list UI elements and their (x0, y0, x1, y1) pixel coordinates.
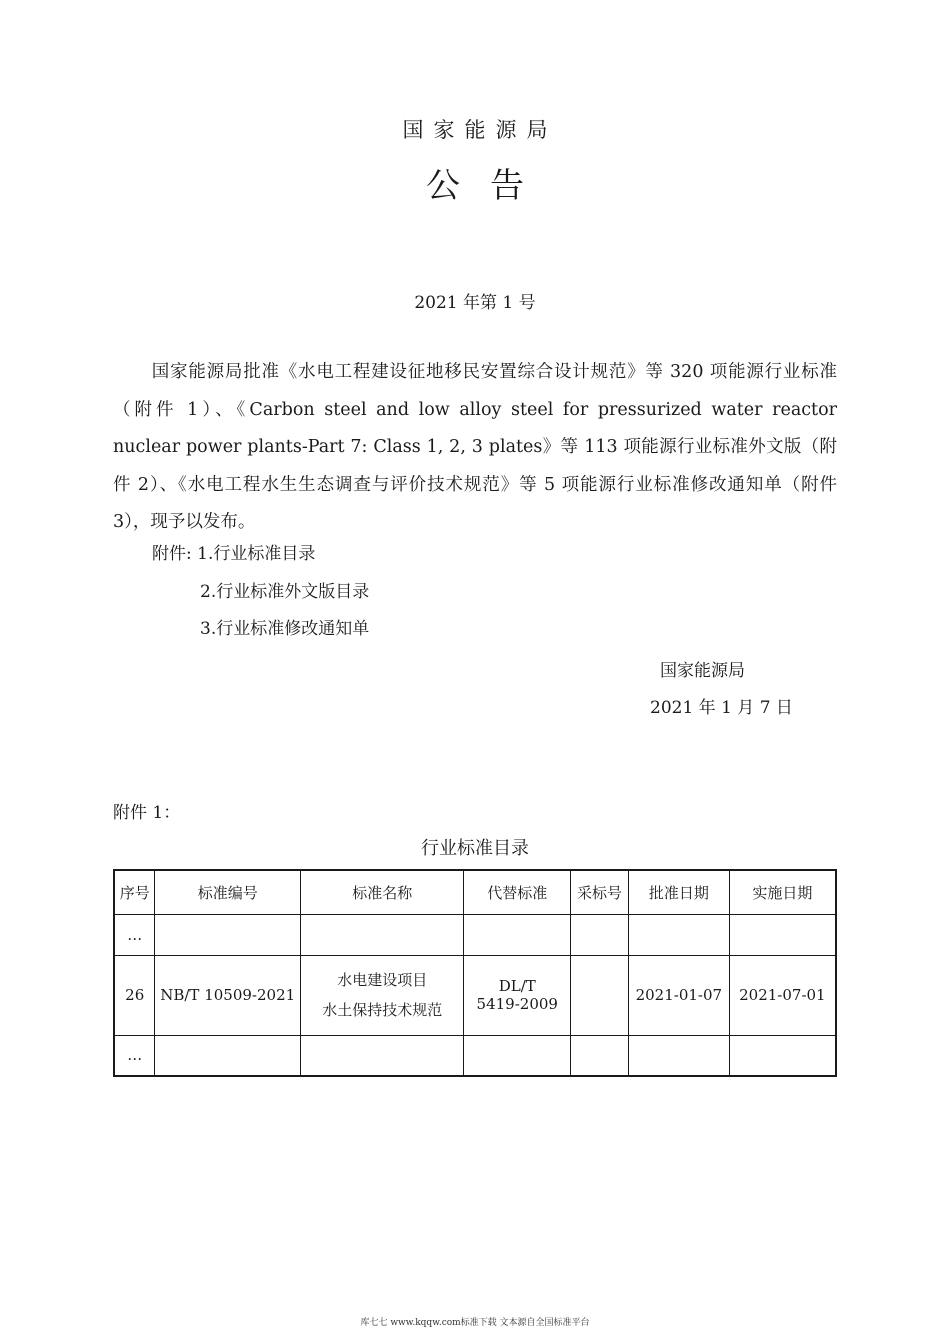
signature-date: 2021 年 1 月 7 日 (650, 698, 793, 718)
empty-cell (464, 1035, 571, 1076)
document-number: 2021 年第 1 号 (414, 293, 536, 313)
empty-cell (571, 1035, 629, 1076)
attachment-item-2: 2.行业标准外文版目录 (200, 582, 370, 602)
ellipsis-cell: … (114, 1035, 155, 1076)
empty-cell (628, 914, 729, 955)
empty-cell (628, 1035, 729, 1076)
empty-cell (729, 914, 836, 955)
table-header-row (114, 870, 836, 914)
seq-cell: 26 (114, 955, 155, 1035)
header-seq: 序号 (114, 870, 155, 914)
name-line-1: 水电建设项目 (337, 971, 428, 989)
adoption-cell (571, 955, 629, 1035)
standards-table (113, 869, 837, 1077)
signature-org: 国家能源局 (660, 661, 745, 681)
replaces-cell (464, 955, 571, 1035)
empty-cell (155, 914, 301, 955)
replaces-line-1: DL/T (498, 977, 536, 995)
table-row-ellipsis-top (114, 914, 836, 955)
empty-cell (301, 914, 464, 955)
empty-cell (464, 914, 571, 955)
header-code: 标准编号 (155, 870, 301, 914)
table-row-ellipsis-bottom (114, 1035, 836, 1076)
code-cell: NB/T 10509-2021 (155, 955, 301, 1035)
announcement-text: 国家能源局批准《水电工程建设征地移民安置综合设计规范》等 320 项能源行业标准（附件 1）、《Carbon steel and low alloy steel for pressurized water reactor nuclear power plants-Part 7: Class 1, 2, 3 plates》等 113 项能源行业标准外文版（附件 2）、《水电工程水生生态调查与评价技术规范》等 5 项能源行业标准修改通知单（附件 3），现予以发布。 (113, 362, 837, 532)
name-cell (301, 955, 464, 1035)
attachments-label: 附件: (152, 544, 198, 564)
announcement-paragraph (113, 354, 837, 542)
effective-date-cell: 2021-07-01 (729, 955, 836, 1035)
replaces-line-2: 5419-2009 (476, 995, 558, 1013)
empty-cell (571, 914, 629, 955)
approval-date-cell: 2021-01-07 (628, 955, 729, 1035)
header-name: 标准名称 (301, 870, 464, 914)
annex-title: 行业标准目录 (421, 838, 529, 859)
name-line-2: 水土保持技术规范 (322, 1001, 443, 1019)
attachment-1-text: 1.行业标准目录 (197, 544, 316, 564)
ellipsis-cell: … (114, 914, 155, 955)
header-effective-date: 实施日期 (729, 870, 836, 914)
attachment-item-3: 3.行业标准修改通知单 (200, 619, 370, 639)
attachment-item-1 (152, 544, 315, 564)
table-row (114, 955, 836, 1035)
empty-cell (155, 1035, 301, 1076)
header-approval-date: 批准日期 (628, 870, 729, 914)
header-replaces: 代替标准 (464, 870, 571, 914)
agency-heading: 国家能源局 (402, 118, 558, 142)
empty-cell (729, 1035, 836, 1076)
header-adoption: 采标号 (571, 870, 629, 914)
empty-cell (301, 1035, 464, 1076)
annex-label: 附件 1： (113, 803, 181, 823)
page-footer: 库七七 www.kqqw.com标准下载 文本源自全国标准平台 (360, 1318, 590, 1328)
notice-title: 公告 (426, 166, 554, 206)
